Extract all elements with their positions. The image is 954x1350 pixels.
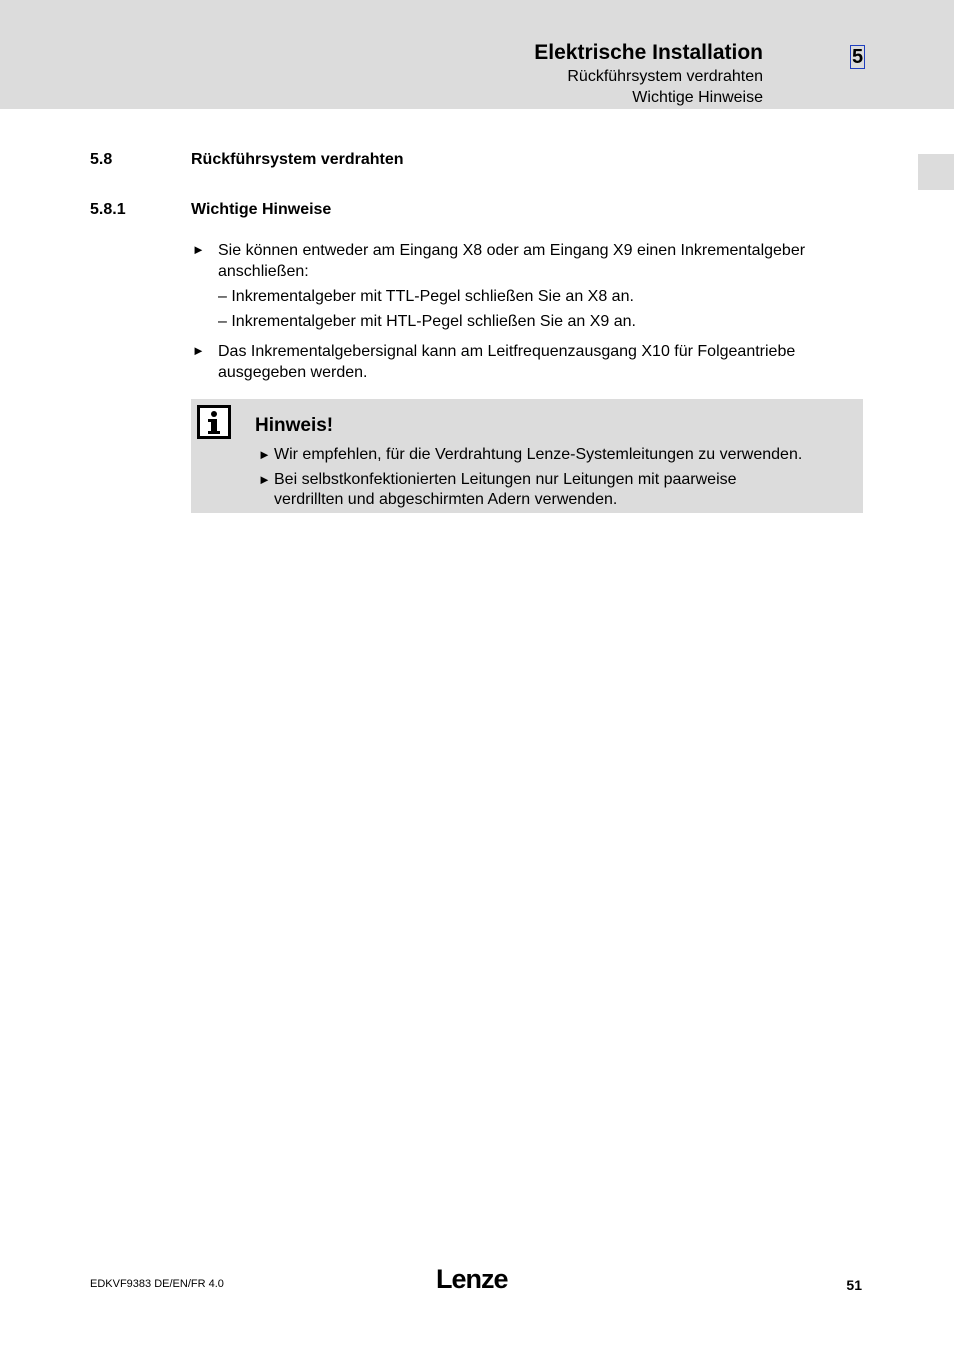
subsection-title: Wichtige Hinweise bbox=[191, 201, 332, 218]
document-id: EDKVF9383 DE/EN/FR 4.0 bbox=[90, 1278, 224, 1290]
page-title: Elektrische Installation bbox=[534, 41, 763, 64]
bullet-text: anschließen: bbox=[218, 263, 309, 280]
subsection-number: 5.8.1 bbox=[90, 201, 126, 218]
note-item: Bei selbstkonfektionierten Leitungen nur Leitungen mit paarweise bbox=[274, 471, 737, 488]
bullet-text: ausgegeben werden. bbox=[218, 364, 368, 381]
section-title: Rückführsystem verdrahten bbox=[191, 151, 404, 168]
note-title: Hinweis! bbox=[255, 415, 334, 436]
bullet-arrow-icon: ► bbox=[192, 343, 205, 358]
sub-bullet-text: – Inkrementalgeber mit HTL-Pegel schließen Sie an X9 an. bbox=[218, 313, 636, 330]
bullet-text: Sie können entweder am Eingang X8 oder am Eingang X9 einen Inkrementalgeber bbox=[218, 242, 806, 259]
bullet-text: Das Inkrementalgebersignal kann am Leitfrequenzausgang X10 für Folgeantriebe bbox=[218, 343, 796, 360]
bullet-arrow-icon: ► bbox=[192, 242, 205, 257]
info-icon bbox=[197, 405, 231, 439]
lenze-logo: Lenze bbox=[436, 1264, 508, 1294]
chapter-number-link[interactable]: 5 bbox=[851, 46, 864, 68]
side-tab-marker bbox=[918, 154, 954, 190]
bullet-arrow-icon: ► bbox=[258, 447, 271, 462]
note-box bbox=[191, 399, 863, 513]
bullet-arrow-icon: ► bbox=[258, 472, 271, 487]
note-item: Wir empfehlen, für die Verdrahtung Lenze-Systemleitungen zu verwenden. bbox=[274, 446, 803, 463]
header-band bbox=[0, 0, 954, 109]
section-number: 5.8 bbox=[90, 151, 113, 168]
header-subsubtitle: Wichtige Hinweise bbox=[632, 89, 763, 106]
header-subtitle: Rückführsystem verdrahten bbox=[567, 68, 763, 85]
sub-bullet-text: – Inkrementalgeber mit TTL-Pegel schließen Sie an X8 an. bbox=[218, 288, 634, 305]
page-number: 51 bbox=[846, 1277, 862, 1293]
note-item: verdrillten und abgeschirmten Adern verwenden. bbox=[274, 491, 618, 508]
